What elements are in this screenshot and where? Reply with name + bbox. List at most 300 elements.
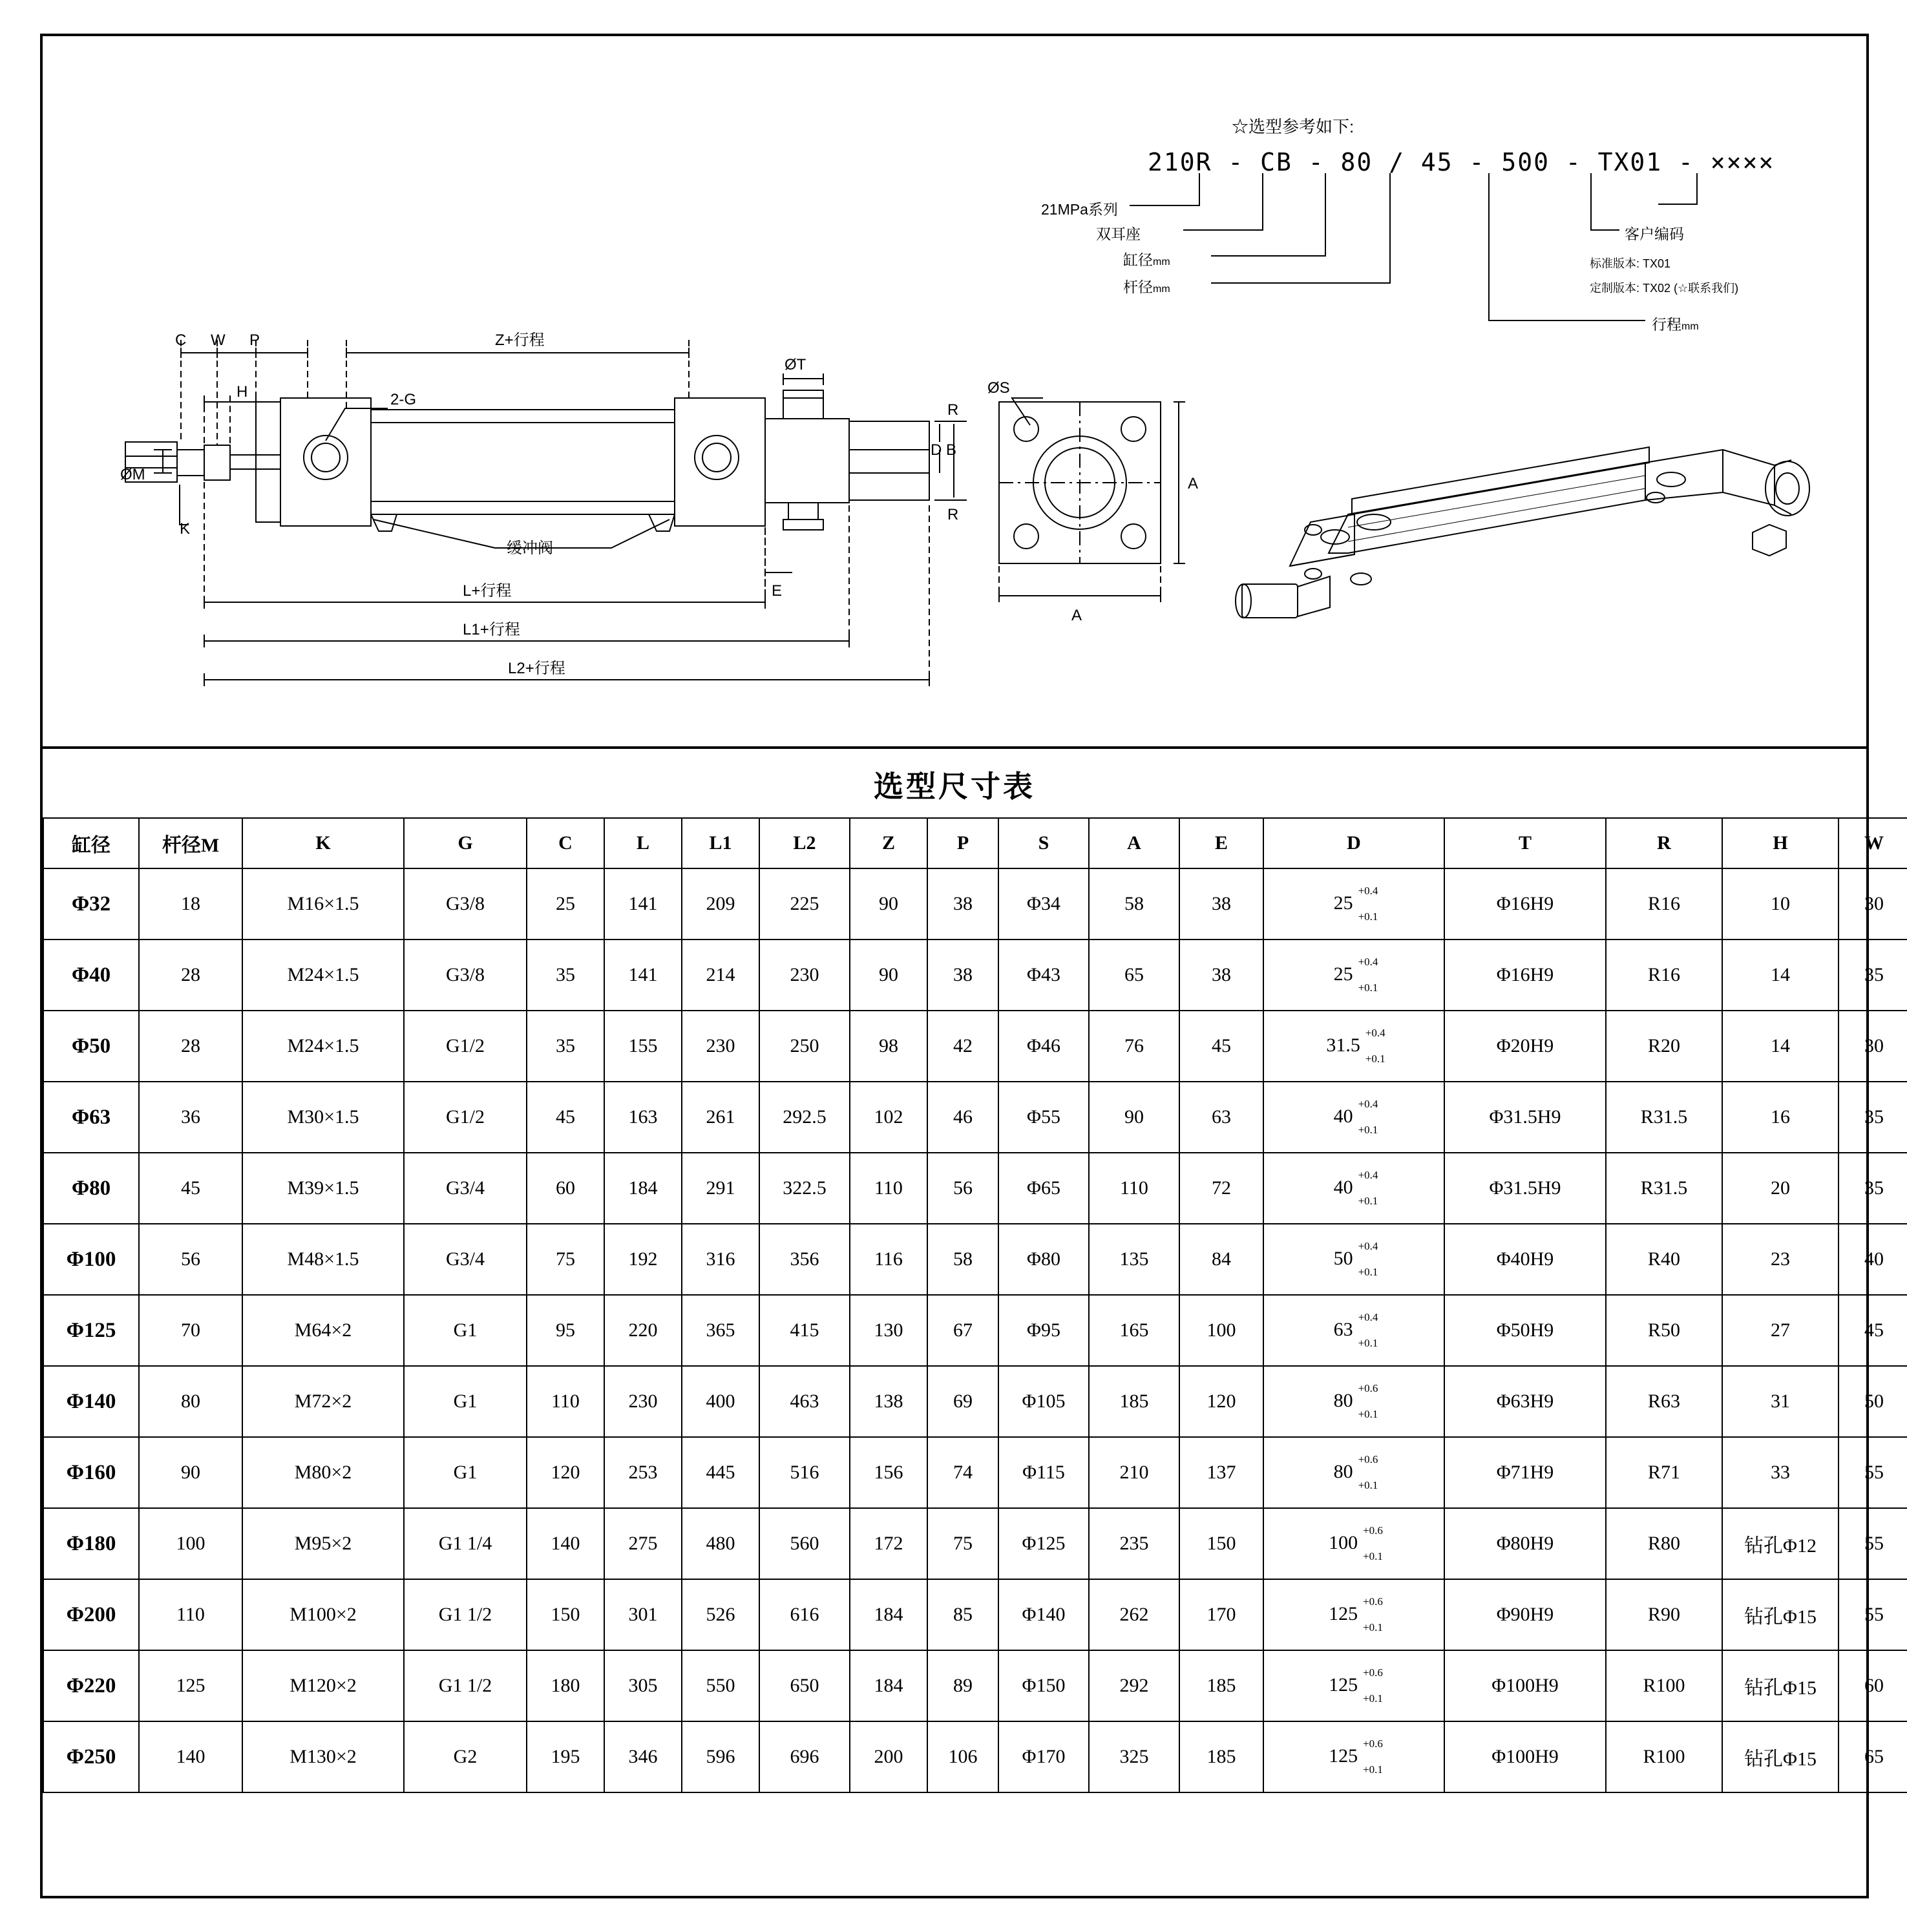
cell-h: 33 <box>1722 1437 1839 1508</box>
cell-s: Φ34 <box>998 868 1089 940</box>
cell-g: G3/4 <box>404 1224 527 1295</box>
cell-l2: 463 <box>759 1366 850 1437</box>
cell-l1: 214 <box>682 940 759 1011</box>
cell-r: R40 <box>1606 1224 1722 1295</box>
cell-d <box>1263 1011 1444 1082</box>
cell-g: G1 1/4 <box>404 1508 527 1579</box>
cell-p: 42 <box>927 1011 998 1082</box>
cell-rod: 28 <box>139 1011 242 1082</box>
cell-s: Φ140 <box>998 1579 1089 1650</box>
cell-g: G3/4 <box>404 1153 527 1224</box>
cell-c: 35 <box>527 1011 604 1082</box>
cell-h: 钻孔Φ15 <box>1722 1650 1839 1721</box>
col-header-r: R <box>1606 818 1722 868</box>
col-header-t: T <box>1444 818 1606 868</box>
cell-w: 50 <box>1839 1366 1907 1437</box>
cell-k: M24×1.5 <box>242 1011 404 1082</box>
table-row <box>43 1153 1907 1224</box>
cell-c: 25 <box>527 868 604 940</box>
cell-z: 184 <box>850 1650 927 1721</box>
table-row <box>43 1366 1907 1437</box>
label-t: ØT <box>785 356 806 373</box>
cell-d-upper: +0.4 <box>1358 1097 1378 1110</box>
cell-d-lower: +0.1 <box>1358 1265 1378 1278</box>
cell-t: Φ80H9 <box>1444 1508 1606 1579</box>
cell-d <box>1263 940 1444 1011</box>
label-b: B <box>946 441 957 459</box>
cell-d-upper: +0.4 <box>1358 884 1378 897</box>
cell-d-base: 40 <box>1333 1105 1353 1127</box>
cell-h: 钻孔Φ15 <box>1722 1721 1839 1792</box>
cell-s: Φ125 <box>998 1508 1089 1579</box>
cell-p: 89 <box>927 1650 998 1721</box>
cell-z: 98 <box>850 1011 927 1082</box>
cell-l: 163 <box>604 1082 682 1153</box>
cell-p: 38 <box>927 940 998 1011</box>
cell-k: M24×1.5 <box>242 940 404 1011</box>
cell-d-base: 31.5 <box>1326 1034 1360 1056</box>
cell-r: R63 <box>1606 1366 1722 1437</box>
cell-rod: 125 <box>139 1650 242 1721</box>
label-w: W <box>211 331 226 349</box>
cell-d-lower: +0.1 <box>1358 910 1378 923</box>
code-label-customer: 客户编码 <box>1625 226 1684 242</box>
cell-l2: 415 <box>759 1295 850 1366</box>
table-row <box>43 1721 1907 1792</box>
label-d: D <box>931 441 942 459</box>
cell-a: 210 <box>1089 1437 1179 1508</box>
cell-w: 45 <box>1839 1295 1907 1366</box>
cell-a: 110 <box>1089 1153 1179 1224</box>
cell-h: 16 <box>1722 1082 1839 1153</box>
cell-d-lower: +0.1 <box>1358 1336 1378 1349</box>
label-a-right: A <box>1188 475 1199 492</box>
cell-d-upper: +0.6 <box>1363 1595 1383 1608</box>
cell-l: 141 <box>604 868 682 940</box>
cell-d <box>1263 868 1444 940</box>
cell-t: Φ16H9 <box>1444 868 1606 940</box>
cell-e: 100 <box>1179 1295 1263 1366</box>
cell-z: 110 <box>850 1153 927 1224</box>
cell-e: 170 <box>1179 1579 1263 1650</box>
cell-d <box>1263 1721 1444 1792</box>
cell-g: G1 <box>404 1437 527 1508</box>
cell-h: 钻孔Φ15 <box>1722 1579 1839 1650</box>
cell-z: 90 <box>850 940 927 1011</box>
label-e: E <box>772 582 783 600</box>
label-2g: 2-G <box>390 391 417 408</box>
cell-e: 84 <box>1179 1224 1263 1295</box>
cell-p: 58 <box>927 1224 998 1295</box>
cell-bore: Φ80 <box>43 1153 139 1224</box>
cell-l2: 225 <box>759 868 850 940</box>
cell-h: 14 <box>1722 1011 1839 1082</box>
cell-h: 31 <box>1722 1366 1839 1437</box>
code-label-rod-text: 杆径 <box>1123 278 1153 295</box>
cell-bore: Φ220 <box>43 1650 139 1721</box>
label-z: Z+行程 <box>495 331 545 349</box>
cell-a: 65 <box>1089 940 1179 1011</box>
cell-t: Φ63H9 <box>1444 1366 1606 1437</box>
cell-t: Φ71H9 <box>1444 1437 1606 1508</box>
cell-d-upper: +0.4 <box>1358 1168 1378 1181</box>
cell-a: 235 <box>1089 1508 1179 1579</box>
cell-bore: Φ100 <box>43 1224 139 1295</box>
cell-d <box>1263 1437 1444 1508</box>
cell-l2: 560 <box>759 1508 850 1579</box>
cell-rod: 36 <box>139 1082 242 1153</box>
cell-p: 69 <box>927 1366 998 1437</box>
col-header-p: P <box>927 818 998 868</box>
cell-d-upper: +0.4 <box>1358 955 1378 968</box>
cell-d-upper: +0.6 <box>1358 1381 1378 1394</box>
table-row <box>43 1295 1907 1366</box>
table-row <box>43 1011 1907 1082</box>
cell-l1: 230 <box>682 1011 759 1082</box>
cell-s: Φ170 <box>998 1721 1089 1792</box>
cell-l1: 596 <box>682 1721 759 1792</box>
cell-r: R31.5 <box>1606 1082 1722 1153</box>
cell-d <box>1263 1366 1444 1437</box>
cell-p: 67 <box>927 1295 998 1366</box>
code-label-custom: 定制版本: TX02 (☆联系我们) <box>1590 282 1739 295</box>
cell-l2: 356 <box>759 1224 850 1295</box>
cell-rod: 140 <box>139 1721 242 1792</box>
cell-w: 60 <box>1839 1650 1907 1721</box>
label-buffer-valve: 缓冲阀 <box>507 540 553 557</box>
cell-w: 40 <box>1839 1224 1907 1295</box>
cell-r: R100 <box>1606 1650 1722 1721</box>
datasheet-page <box>40 34 1884 1898</box>
cell-r: R16 <box>1606 940 1722 1011</box>
cell-d-base: 80 <box>1333 1460 1353 1482</box>
cell-d-upper: +0.4 <box>1358 1239 1378 1252</box>
cell-z: 90 <box>850 868 927 940</box>
cell-a: 185 <box>1089 1366 1179 1437</box>
cell-rod: 80 <box>139 1366 242 1437</box>
cell-h: 钻孔Φ12 <box>1722 1508 1839 1579</box>
cell-l2: 230 <box>759 940 850 1011</box>
cell-a: 262 <box>1089 1579 1179 1650</box>
cell-bore: Φ250 <box>43 1721 139 1792</box>
cell-l1: 365 <box>682 1295 759 1366</box>
cell-a: 58 <box>1089 868 1179 940</box>
cell-p: 56 <box>927 1153 998 1224</box>
cell-k: M120×2 <box>242 1650 404 1721</box>
cell-s: Φ150 <box>998 1650 1089 1721</box>
cell-d-lower: +0.1 <box>1365 1052 1385 1065</box>
col-header-w: W <box>1839 818 1907 868</box>
cell-t: Φ16H9 <box>1444 940 1606 1011</box>
cell-l: 220 <box>604 1295 682 1366</box>
model-code-title: ☆选型参考如下: <box>1232 117 1354 136</box>
cell-l1: 261 <box>682 1082 759 1153</box>
cell-l1: 445 <box>682 1437 759 1508</box>
cell-d-base: 25 <box>1333 963 1353 985</box>
cell-d-lower: +0.1 <box>1358 1123 1378 1136</box>
cell-w: 55 <box>1839 1437 1907 1508</box>
cell-e: 150 <box>1179 1508 1263 1579</box>
cell-t: Φ50H9 <box>1444 1295 1606 1366</box>
cell-s: Φ65 <box>998 1153 1089 1224</box>
cell-l: 301 <box>604 1579 682 1650</box>
cell-k: M16×1.5 <box>242 868 404 940</box>
cell-d-base: 63 <box>1333 1318 1353 1340</box>
cell-e: 38 <box>1179 940 1263 1011</box>
table-row <box>43 868 1907 940</box>
cell-e: 63 <box>1179 1082 1263 1153</box>
cell-l2: 322.5 <box>759 1153 850 1224</box>
cell-e: 185 <box>1179 1650 1263 1721</box>
cell-bore: Φ140 <box>43 1366 139 1437</box>
label-h: H <box>237 383 248 401</box>
cell-bore: Φ200 <box>43 1579 139 1650</box>
code-label-rod-unit: mm <box>1153 284 1170 295</box>
col-header-l1: L1 <box>682 818 759 868</box>
table-row <box>43 1224 1907 1295</box>
cell-h: 27 <box>1722 1295 1839 1366</box>
code-label-bore-unit: mm <box>1153 257 1170 268</box>
cell-s: Φ55 <box>998 1082 1089 1153</box>
col-header-rod: 杆径M <box>139 818 242 868</box>
cell-p: 74 <box>927 1437 998 1508</box>
cell-z: 102 <box>850 1082 927 1153</box>
cell-r: R80 <box>1606 1508 1722 1579</box>
cell-r: R90 <box>1606 1579 1722 1650</box>
col-header-d: D <box>1263 818 1444 868</box>
table-row <box>43 1579 1907 1650</box>
label-r-bottom: R <box>947 506 959 523</box>
label-c: C <box>175 331 187 349</box>
cell-w: 35 <box>1839 940 1907 1011</box>
cell-z: 156 <box>850 1437 927 1508</box>
col-header-z: Z <box>850 818 927 868</box>
cell-t: Φ31.5H9 <box>1444 1153 1606 1224</box>
cell-rod: 90 <box>139 1437 242 1508</box>
cell-w: 55 <box>1839 1508 1907 1579</box>
cell-t: Φ40H9 <box>1444 1224 1606 1295</box>
col-header-l: L <box>604 818 682 868</box>
cell-l1: 400 <box>682 1366 759 1437</box>
cell-a: 135 <box>1089 1224 1179 1295</box>
cell-e: 72 <box>1179 1153 1263 1224</box>
cell-k: M30×1.5 <box>242 1082 404 1153</box>
cell-l: 155 <box>604 1011 682 1082</box>
cell-d-upper: +0.4 <box>1365 1026 1385 1039</box>
cell-k: M80×2 <box>242 1437 404 1508</box>
label-l1: L1+行程 <box>463 621 520 638</box>
cell-g: G1 1/2 <box>404 1579 527 1650</box>
cell-g: G1 <box>404 1295 527 1366</box>
cell-d <box>1263 1153 1444 1224</box>
cell-h: 23 <box>1722 1224 1839 1295</box>
cell-z: 200 <box>850 1721 927 1792</box>
cell-z: 172 <box>850 1508 927 1579</box>
cell-w: 35 <box>1839 1082 1907 1153</box>
cell-e: 120 <box>1179 1366 1263 1437</box>
cell-d-lower: +0.1 <box>1363 1549 1383 1562</box>
table-row <box>43 1082 1907 1153</box>
col-header-bore: 缸径 <box>43 818 139 868</box>
cell-w: 35 <box>1839 1153 1907 1224</box>
cell-d-lower: +0.1 <box>1358 1407 1378 1420</box>
cell-t: Φ90H9 <box>1444 1579 1606 1650</box>
cell-k: M64×2 <box>242 1295 404 1366</box>
cell-rod: 100 <box>139 1508 242 1579</box>
model-code-block <box>1128 114 1813 176</box>
code-label-stroke-text: 行程 <box>1652 316 1681 333</box>
cell-bore: Φ125 <box>43 1295 139 1366</box>
cell-p: 85 <box>927 1579 998 1650</box>
cell-bore: Φ160 <box>43 1437 139 1508</box>
cell-a: 76 <box>1089 1011 1179 1082</box>
cell-k: M100×2 <box>242 1579 404 1650</box>
cell-l2: 650 <box>759 1650 850 1721</box>
cell-c: 120 <box>527 1437 604 1508</box>
cell-r: R16 <box>1606 868 1722 940</box>
cell-p: 106 <box>927 1721 998 1792</box>
cell-bore: Φ180 <box>43 1508 139 1579</box>
cell-c: 150 <box>527 1579 604 1650</box>
cell-r: R31.5 <box>1606 1153 1722 1224</box>
cell-l2: 616 <box>759 1579 850 1650</box>
model-code-string: 210R - CB - 80 / 45 - 500 - TX01 - ×××× <box>1148 148 1775 176</box>
cell-bore: Φ40 <box>43 940 139 1011</box>
cell-c: 75 <box>527 1224 604 1295</box>
drawing-area <box>43 36 1866 749</box>
cell-e: 45 <box>1179 1011 1263 1082</box>
cell-l2: 696 <box>759 1721 850 1792</box>
cell-r: R71 <box>1606 1437 1722 1508</box>
cell-d-upper: +0.6 <box>1363 1524 1383 1537</box>
cell-bore: Φ50 <box>43 1011 139 1082</box>
cell-l1: 291 <box>682 1153 759 1224</box>
cell-c: 60 <box>527 1153 604 1224</box>
cell-z: 138 <box>850 1366 927 1437</box>
cell-k: M130×2 <box>242 1721 404 1792</box>
cell-g: G1/2 <box>404 1082 527 1153</box>
cell-r: R20 <box>1606 1011 1722 1082</box>
table-title: 选型尺寸表 <box>874 770 1035 803</box>
cell-d-base: 25 <box>1333 892 1353 914</box>
cell-h: 20 <box>1722 1153 1839 1224</box>
cell-k: M48×1.5 <box>242 1224 404 1295</box>
cell-d <box>1263 1224 1444 1295</box>
cell-l: 184 <box>604 1153 682 1224</box>
cell-l1: 209 <box>682 868 759 940</box>
cell-c: 110 <box>527 1366 604 1437</box>
cell-s: Φ43 <box>998 940 1089 1011</box>
cell-t: Φ20H9 <box>1444 1011 1606 1082</box>
code-label-series: 21MPa系列 <box>1041 201 1118 218</box>
cell-r: R100 <box>1606 1721 1722 1792</box>
cell-d-lower: +0.1 <box>1363 1763 1383 1776</box>
cell-s: Φ46 <box>998 1011 1089 1082</box>
col-header-a: A <box>1089 818 1179 868</box>
cell-t: Φ31.5H9 <box>1444 1082 1606 1153</box>
cell-g: G1 1/2 <box>404 1650 527 1721</box>
cell-l: 230 <box>604 1366 682 1437</box>
cell-e: 185 <box>1179 1721 1263 1792</box>
cell-s: Φ95 <box>998 1295 1089 1366</box>
code-label-stroke <box>1652 313 1699 334</box>
cell-d-lower: +0.1 <box>1358 1194 1378 1207</box>
cell-h: 10 <box>1722 868 1839 940</box>
cell-l: 192 <box>604 1224 682 1295</box>
cell-d <box>1263 1082 1444 1153</box>
cell-g: G1 <box>404 1366 527 1437</box>
cell-k: M95×2 <box>242 1508 404 1579</box>
cell-l2: 516 <box>759 1437 850 1508</box>
cell-c: 140 <box>527 1508 604 1579</box>
table-row <box>43 1650 1907 1721</box>
table-header-row <box>43 818 1907 868</box>
cell-c: 45 <box>527 1082 604 1153</box>
cell-z: 184 <box>850 1579 927 1650</box>
cell-t: Φ100H9 <box>1444 1650 1606 1721</box>
cell-d-base: 125 <box>1329 1602 1358 1624</box>
code-label-rod <box>1123 275 1170 297</box>
col-header-k: K <box>242 818 404 868</box>
cell-bore: Φ32 <box>43 868 139 940</box>
cell-l: 141 <box>604 940 682 1011</box>
cell-p: 38 <box>927 868 998 940</box>
label-m: ØM <box>120 466 145 483</box>
cell-l2: 250 <box>759 1011 850 1082</box>
code-label-standard: 标准版本: TX01 <box>1590 257 1671 270</box>
cell-w: 55 <box>1839 1579 1907 1650</box>
cell-a: 292 <box>1089 1650 1179 1721</box>
cell-rod: 45 <box>139 1153 242 1224</box>
cell-d-base: 125 <box>1329 1745 1358 1767</box>
label-p: P <box>249 331 260 349</box>
cell-w: 30 <box>1839 868 1907 940</box>
col-header-g: G <box>404 818 527 868</box>
cell-l: 346 <box>604 1721 682 1792</box>
cell-a: 325 <box>1089 1721 1179 1792</box>
cell-l: 275 <box>604 1508 682 1579</box>
cell-bore: Φ63 <box>43 1082 139 1153</box>
cell-c: 95 <box>527 1295 604 1366</box>
code-label-stroke-unit: mm <box>1681 321 1699 332</box>
cell-e: 38 <box>1179 868 1263 940</box>
cell-s: Φ105 <box>998 1366 1089 1437</box>
cell-l1: 316 <box>682 1224 759 1295</box>
cell-s: Φ115 <box>998 1437 1089 1508</box>
cell-l1: 550 <box>682 1650 759 1721</box>
cell-d-upper: +0.6 <box>1363 1666 1383 1679</box>
cell-e: 137 <box>1179 1437 1263 1508</box>
cell-l2: 292.5 <box>759 1082 850 1153</box>
cell-p: 46 <box>927 1082 998 1153</box>
cell-d-base: 50 <box>1333 1247 1353 1269</box>
cell-p: 75 <box>927 1508 998 1579</box>
col-header-l2: L2 <box>759 818 850 868</box>
cell-d-base: 80 <box>1333 1389 1353 1411</box>
cell-a: 165 <box>1089 1295 1179 1366</box>
cell-d-upper: +0.4 <box>1358 1310 1378 1323</box>
cell-l1: 480 <box>682 1508 759 1579</box>
cell-k: M39×1.5 <box>242 1153 404 1224</box>
cell-g: G3/8 <box>404 940 527 1011</box>
cell-l: 305 <box>604 1650 682 1721</box>
cell-l: 253 <box>604 1437 682 1508</box>
table-body <box>43 868 1907 1792</box>
cell-c: 195 <box>527 1721 604 1792</box>
cell-t: Φ100H9 <box>1444 1721 1606 1792</box>
cell-w: 65 <box>1839 1721 1907 1792</box>
cell-d <box>1263 1579 1444 1650</box>
